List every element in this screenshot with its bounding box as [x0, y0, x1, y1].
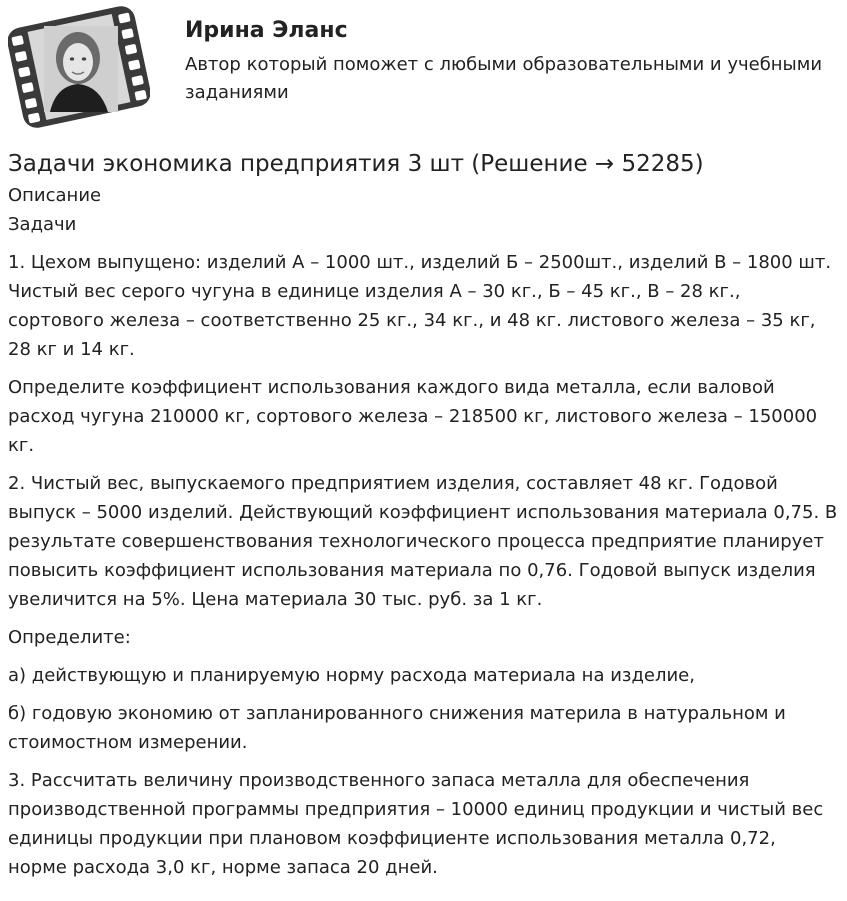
description-label: Описание	[8, 185, 102, 206]
task-paragraph: а) действующую и планируемую норму расхода материала на изделие,	[8, 665, 695, 686]
author-card	[8, 6, 839, 130]
task-paragraph: 2. Чистый вес, выпускаемого предприятием изделия, составляет 48 кг. Годовой выпуск – 5000 изделий. Действующий коэффициент использования материала 0,75. В результате совершенствования технологического процесса предприятие планирует повысить коэффициент использования материала по 0,76. Годовой выпуск изделия увеличится на 5%. Цена материала 30 тыс. руб. за 1 кг.	[8, 473, 838, 610]
task-paragraph: Определите коэффициент использования каждого вида металла, если валовой расход чугуна 210000 кг, сортового железа – 218500 кг, листового железа – 150000 кг.	[8, 377, 818, 456]
author-name: Ирина Эланс	[185, 18, 348, 43]
page-title: Задачи экономика предприятия 3 шт (Решение → 52285)	[8, 151, 704, 177]
task-paragraph: 1. Цехом выпущено: изделий А – 1000 шт., изделий Б – 2500шт., изделий В – 1800 шт. Чистый вес серого чугуна в единице изделия А – 30 кг., Б – 45 кг., В – 28 кг., сортового железа – соответственно 25 кг., 34 кг., и 48 кг. листового железа – 35 кг, 28 кг и 14 кг.	[8, 252, 832, 360]
task-paragraph: 3. Рассчитать величину производственного запаса металла для обеспечения производственной программы предприятия – 10000 единиц продукции и чистый вес единицы продукции при плановом коэффициенте использования металла 0,72, норме расхода 3,0 кг, норме запаса 20 дней.	[8, 770, 824, 878]
task-paragraph: Определите:	[8, 627, 131, 648]
author-bio: Автор который поможет с любыми образовательными и учебными заданиями	[185, 54, 823, 103]
main-content	[8, 147, 840, 882]
tasks-label: Задачи	[8, 214, 77, 235]
author-avatar	[8, 6, 150, 128]
task-paragraph: б) годовую экономию от запланированного снижения материла в натуральном и стоимостном измерении.	[8, 703, 786, 753]
